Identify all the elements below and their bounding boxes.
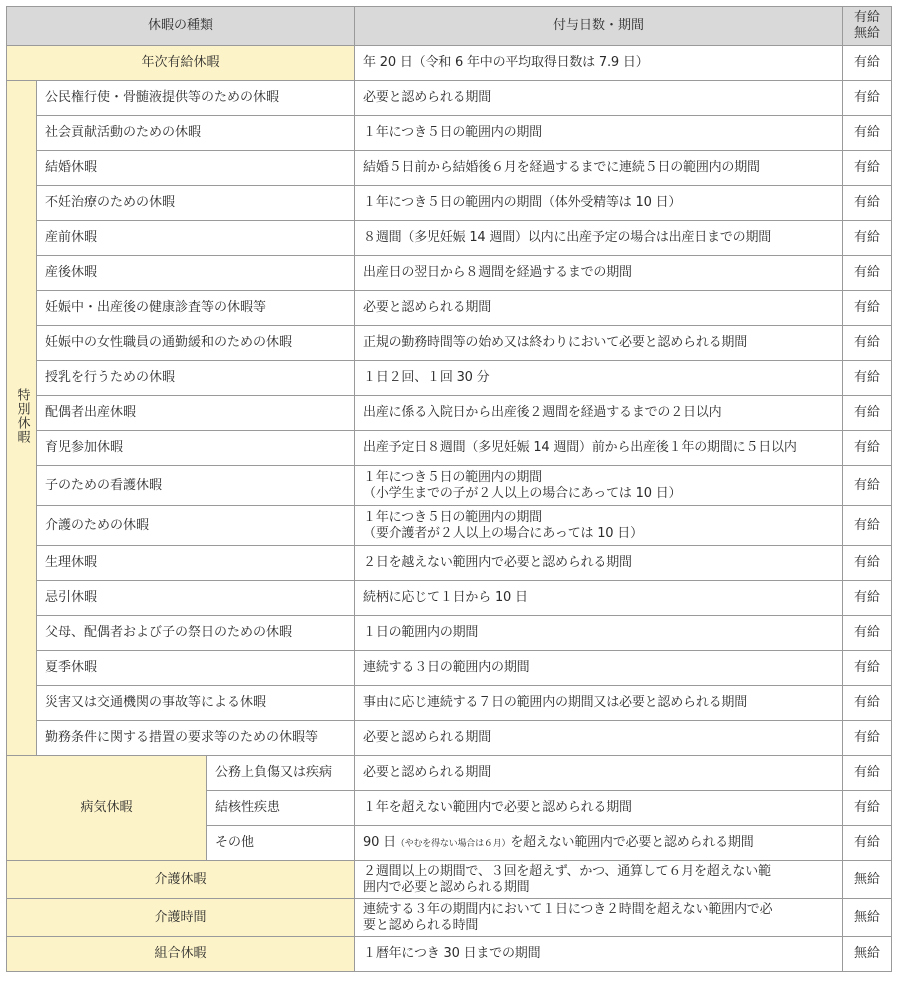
special-leave-name: 社会貢献活動のための休暇 [37,116,355,151]
special-leave-detail [355,466,843,506]
special-leave-pay: 有給 [843,116,892,151]
detail-line-2: 囲内で必要と認められる期間 [363,879,530,895]
special-leave-name: 夏季休暇 [37,651,355,686]
sick-leave-group-label: 病気休暇 [7,756,207,861]
special-leave-pay: 有給 [843,506,892,546]
annual-leave-pay: 有給 [843,46,892,81]
special-leave-detail: 連続する３日の範囲内の期間 [355,651,843,686]
sick-leave-row [7,756,892,791]
special-leave-row [7,581,892,616]
header-pay-unpaid: 無給 [854,26,881,41]
special-leave-row [7,466,892,506]
special-leave-detail: 必要と認められる期間 [355,721,843,756]
special-leave-row [7,396,892,431]
sick-leave-detail [355,826,843,861]
special-leave-detail: １日２回、１回 30 分 [355,361,843,396]
special-leave-pay: 有給 [843,686,892,721]
union-leave-pay: 無給 [843,937,892,972]
special-leave-pay: 有給 [843,651,892,686]
header-pay [843,7,892,46]
special-leave-detail: １年につき５日の範囲内の期間 [355,116,843,151]
special-leave-row [7,686,892,721]
special-leave-name: 育児参加休暇 [37,431,355,466]
special-leave-name: 妊娠中・出産後の健康診査等の休暇等 [37,291,355,326]
special-leave-detail: 結婚５日前から結婚後６月を経過するまでに連続５日の範囲内の期間 [355,151,843,186]
special-leave-detail: ２日を越えない範囲内で必要と認められる期間 [355,546,843,581]
special-leave-row [7,291,892,326]
special-leave-group-label [7,81,37,756]
sick-leave-pay: 有給 [843,756,892,791]
special-leave-row [7,651,892,686]
special-leave-name: 勤務条件に関する措置の要求等のための休暇等 [37,721,355,756]
union-leave-name: 組合休暇 [7,937,355,972]
special-leave-pay: 有給 [843,546,892,581]
special-leave-detail: 出産日の翌日から８週間を経過するまでの期間 [355,256,843,291]
union-leave-row [7,937,892,972]
detail-line-2: 要と認められる時間 [363,917,479,933]
special-leave-pay: 有給 [843,186,892,221]
special-leave-row [7,546,892,581]
special-leave-name: 公民権行使・骨髄液提供等のための休暇 [37,81,355,116]
special-leave-name: 災害又は交通機関の事故等による休暇 [37,686,355,721]
special-leave-pay: 有給 [843,221,892,256]
special-leave-pay: 有給 [843,721,892,756]
special-leave-row [7,431,892,466]
special-leave-pay: 有給 [843,431,892,466]
care-leave-pay: 無給 [843,861,892,899]
special-leave-pay: 有給 [843,256,892,291]
special-leave-row [7,116,892,151]
special-leave-name: 産後休暇 [37,256,355,291]
special-leave-detail: １年につき５日の範囲内の期間（体外受精等は 10 日） [355,186,843,221]
special-leave-name: 結婚休暇 [37,151,355,186]
special-leave-pay: 有給 [843,396,892,431]
special-leave-row [7,326,892,361]
special-leave-group-text: 特別休暇 [14,387,30,444]
sick-leave-name: その他 [207,826,355,861]
care-leave-detail [355,861,843,899]
detail-line-1: ２週間以上の期間で、３回を超えず、かつ、通算して６月を超えない範 [363,863,771,879]
annual-leave-row [7,46,892,81]
special-leave-row [7,361,892,396]
header-row [7,7,892,46]
special-leave-name: 父母、配偶者および子の祭日のための休暇 [37,616,355,651]
sick-leave-name: 公務上負傷又は疾病 [207,756,355,791]
detail-line-1: 連続する３年の期間内において１日につき２時間を超えない範囲内で必 [363,901,773,917]
special-leave-name: 妊娠中の女性職員の通勤緩和のための休暇 [37,326,355,361]
detail-line-1: １年につき５日の範囲内の期間 [363,469,542,485]
special-leave-row [7,506,892,546]
detail-note: （やむを得ない場合は６月） [395,838,511,849]
special-leave-detail: 事由に応じ連続する７日の範囲内の期間又は必要と認められる期間 [355,686,843,721]
sick-leave-name: 結核性疾患 [207,791,355,826]
detail-line-2: （小学生までの子が２人以上の場合にあっては 10 日） [363,485,682,501]
header-period: 付与日数・期間 [355,7,843,46]
annual-leave-detail: 年 20 日（令和 6 年中の平均取得日数は 7.9 日） [355,46,843,81]
special-leave-name: 不妊治療のための休暇 [37,186,355,221]
care-time-name: 介護時間 [7,899,355,937]
special-leave-pay: 有給 [843,81,892,116]
detail-line-1: １年につき５日の範囲内の期間 [363,509,542,525]
special-leave-row [7,151,892,186]
special-leave-detail: 正規の勤務時間等の始め又は終わりにおいて必要と認められる期間 [355,326,843,361]
special-leave-name: 介護のための休暇 [37,506,355,546]
care-time-pay: 無給 [843,899,892,937]
special-leave-name: 忌引休暇 [37,581,355,616]
special-leave-name: 産前休暇 [37,221,355,256]
special-leave-detail: 必要と認められる期間 [355,81,843,116]
special-leave-pay: 有給 [843,616,892,651]
special-leave-row [7,186,892,221]
sick-leave-detail: 必要と認められる期間 [355,756,843,791]
sick-leave-detail: １年を超えない範囲内で必要と認められる期間 [355,791,843,826]
special-leave-row [7,256,892,291]
detail-line-2: （要介護者が２人以上の場合にあっては 10 日） [363,525,643,541]
special-leave-pay: 有給 [843,326,892,361]
special-leave-detail: 出産に係る入院日から出産後２週間を経過するまでの２日以内 [355,396,843,431]
special-leave-name: 授乳を行うための休暇 [37,361,355,396]
special-leave-detail: １日の範囲内の期間 [355,616,843,651]
special-leave-detail: 出産予定日８週間（多児妊娠 14 週間）前から出産後１年の期間に５日以内 [355,431,843,466]
special-leave-pay: 有給 [843,151,892,186]
leave-types-table [6,6,892,972]
special-leave-detail [355,506,843,546]
special-leave-detail: 続柄に応じて１日から 10 日 [355,581,843,616]
special-leave-pay: 有給 [843,466,892,506]
special-leave-pay: 有給 [843,291,892,326]
header-type: 休暇の種類 [7,7,355,46]
care-time-row [7,899,892,937]
sick-leave-pay: 有給 [843,826,892,861]
special-leave-name: 生理休暇 [37,546,355,581]
special-leave-row [7,81,892,116]
care-leave-name: 介護休暇 [7,861,355,899]
special-leave-row [7,721,892,756]
special-leave-row [7,616,892,651]
special-leave-pay: 有給 [843,361,892,396]
special-leave-detail: 必要と認められる期間 [355,291,843,326]
care-leave-row [7,861,892,899]
special-leave-name: 配偶者出産休暇 [37,396,355,431]
annual-leave-name: 年次有給休暇 [7,46,355,81]
special-leave-pay: 有給 [843,581,892,616]
sick-leave-pay: 有給 [843,791,892,826]
special-leave-detail: ８週間（多児妊娠 14 週間）以内に出産予定の場合は出産日までの期間 [355,221,843,256]
union-leave-detail: １暦年につき 30 日までの期間 [355,937,843,972]
detail-part-a: 90 日 [363,834,396,850]
care-time-detail [355,899,843,937]
detail-part-b: を超えない範囲内で必要と認められる期間 [510,834,754,850]
special-leave-name: 子のための看護休暇 [37,466,355,506]
header-pay-paid: 有給 [854,10,881,25]
special-leave-row [7,221,892,256]
